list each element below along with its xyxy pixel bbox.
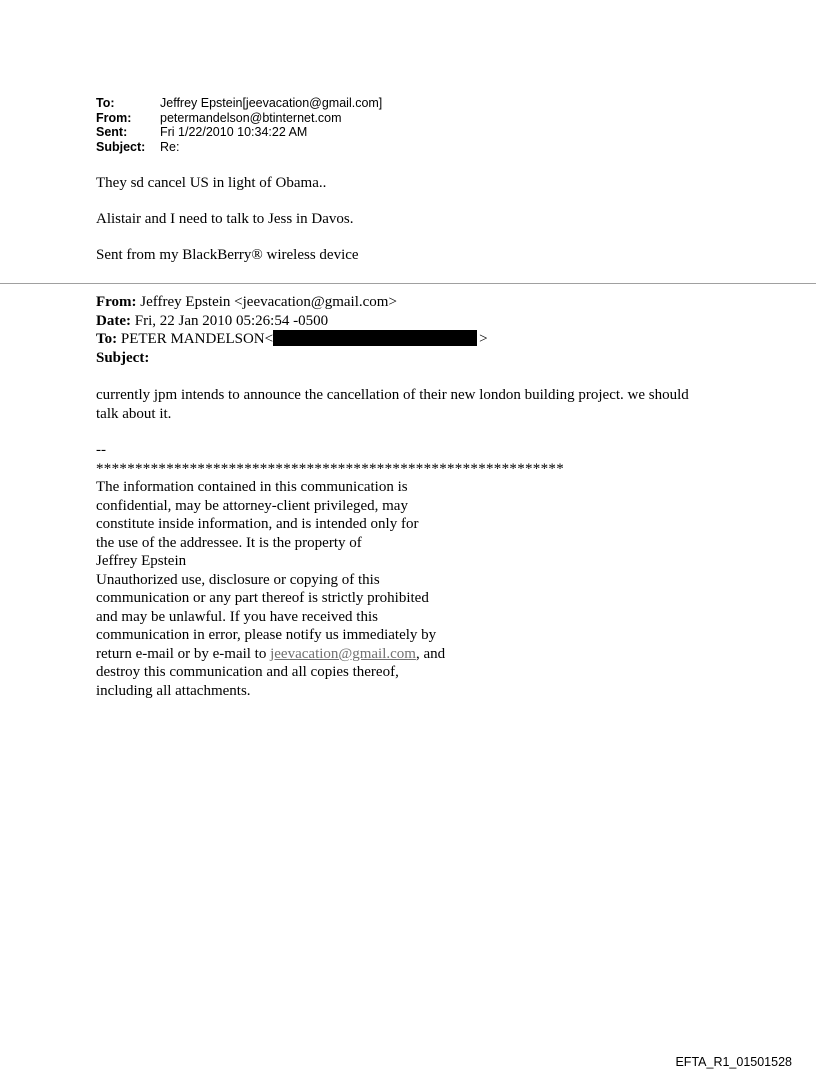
- forwarded-header: [96, 293, 488, 367]
- signature-dashes: --: [96, 442, 106, 458]
- fwd-date-label: Date:: [96, 312, 131, 329]
- reply-line-2: Alistair and I need to talk to Jess in Davos.: [96, 211, 354, 227]
- subject-label: Subject:: [96, 139, 146, 154]
- disclaimer-line: communication or any part thereof is strictly prohibited: [96, 590, 429, 606]
- fwd-to-row: [96, 330, 488, 349]
- disclaimer-line: confidential, may be attorney-client privileged, may: [96, 497, 408, 514]
- disclaimer-block: [96, 441, 576, 700]
- reply-line-1: They sd cancel US in light of Obama..: [96, 175, 327, 191]
- email-header: [96, 96, 382, 154]
- fwd-date-value: Fri, 22 Jan 2010 05:26:54 -0500: [130, 312, 329, 329]
- message-divider: [0, 283, 816, 284]
- disclaimer-line: and may be unlawful. If you have received this: [96, 608, 378, 625]
- signature-stars: ************************************************************: [96, 460, 564, 477]
- from-value: petermandelson@btinternet.com: [160, 110, 342, 125]
- fwd-to-suffix: >: [479, 331, 488, 347]
- document-id: EFTA_R1_01501528: [675, 1055, 792, 1069]
- header-from-row: [96, 111, 382, 126]
- sent-label: Sent:: [96, 125, 128, 139]
- fwd-to-label: To:: [96, 331, 118, 347]
- to-value: Jeffrey Epstein[jeevacation@gmail.com]: [160, 96, 383, 110]
- header-sent-row: [96, 125, 382, 140]
- disclaimer-line: the use of the addressee. It is the property of: [96, 534, 362, 551]
- sent-value: Fri 1/22/2010 10:34:22 AM: [160, 125, 308, 139]
- fwd-from-value: Jeffrey Epstein <jeevacation@gmail.com>: [136, 294, 397, 310]
- disclaimer-line: communication in error, please notify us immediately by: [96, 627, 437, 643]
- fwd-from-label: From:: [96, 294, 137, 310]
- disclaimer-return-line: [96, 645, 576, 664]
- reply-signature-line: Sent from my BlackBerry® wireless device: [96, 247, 359, 263]
- disclaimer-line: Jeffrey Epstein: [96, 553, 187, 569]
- disclaimer-line: Unauthorized use, disclosure or copying of this: [96, 571, 380, 588]
- email-link[interactable]: jeevacation@gmail.com: [270, 645, 416, 662]
- return-suffix: , and: [415, 645, 446, 662]
- to-label: To:: [96, 96, 115, 110]
- disclaimer-line: constitute inside information, and is intended only for: [96, 516, 419, 532]
- fwd-subject-row: [96, 349, 488, 368]
- header-to-row: [96, 96, 382, 111]
- subject-value: Re:: [160, 139, 180, 154]
- fwd-subject-label: Subject:: [96, 349, 150, 366]
- disclaimer-line: including all attachments.: [96, 682, 251, 699]
- fwd-to-value: PETER MANDELSON<: [117, 331, 274, 347]
- disclaimer-line: The information contained in this communication is: [96, 479, 408, 495]
- fwd-from-row: [96, 293, 488, 312]
- header-subject-row: [96, 140, 382, 155]
- from-label: From:: [96, 110, 132, 125]
- redaction-block: [273, 330, 477, 346]
- forwarded-body: currently jpm intends to announce the cancellation of their new london building project. we should talk about it.: [96, 387, 689, 422]
- return-prefix: return e-mail or by e-mail to: [96, 645, 271, 662]
- disclaimer-line: destroy this communication and all copies thereof,: [96, 664, 399, 680]
- fwd-date-row: [96, 312, 488, 331]
